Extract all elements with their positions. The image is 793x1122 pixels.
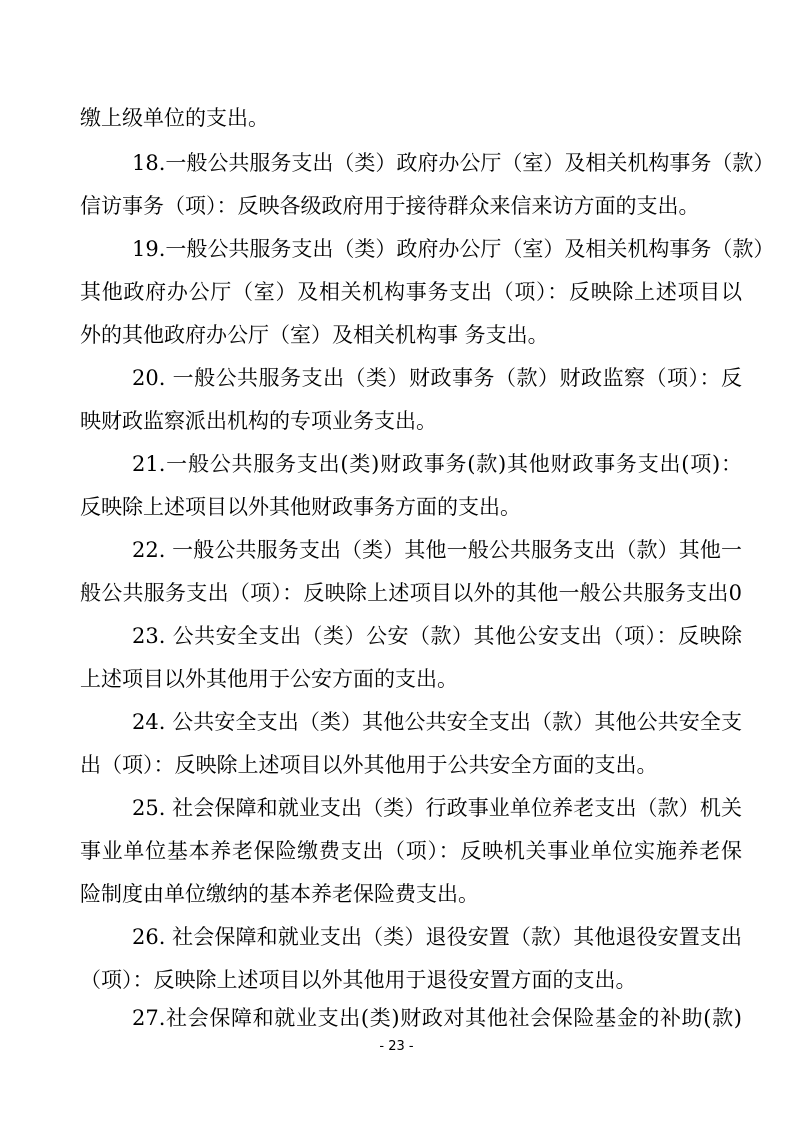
- text-line: 21.一般公共服务支出(类)财政事务(款)其他财政事务支出(项)：: [132, 452, 742, 476]
- text-line: 事业单位基本养老保险缴费支出（项）：反映机关事业单位实施养老保: [80, 839, 742, 863]
- text-line: 出（项）：反映除上述项目以外其他用于公共安全方面的支出。: [80, 753, 658, 777]
- text-line: 外的其他政府办公厅（室）及相关机构事 务支出。: [80, 323, 549, 347]
- text-line: 18.一般公共服务支出（类）政府办公厅（室）及相关机构事务（款）: [132, 151, 775, 175]
- text-line: 反映除上述项目以外其他财政事务方面的支出。: [80, 495, 521, 519]
- text-line: 24. 公共安全支出（类）其他公共安全支出（款）其他公共安全支: [132, 710, 742, 734]
- text-line: 27.社会保障和就业支出(类)财政对其他社会保险基金的补助(款): [132, 1006, 742, 1030]
- text-line: 映财政监察派出机构的专项业务支出。: [80, 409, 437, 433]
- text-line: 般公共服务支出（项）：反映除上述项目以外的其他一般公共服务支出0: [80, 581, 742, 605]
- text-line: 上述项目以外其他用于公安方面的支出。: [80, 667, 458, 691]
- text-line: 25. 社会保障和就业支出（类）行政事业单位养老支出（款）机关: [132, 796, 742, 820]
- text-line: 22. 一般公共服务支出（类）其他一般公共服务支出（款）其他一: [132, 538, 742, 562]
- text-line: 26. 社会保障和就业支出（类）退役安置（款）其他退役安置支出: [132, 925, 742, 949]
- page-number: - 23 -: [379, 1039, 414, 1054]
- text-line: 险制度由单位缴纳的基本养老保险费支出。: [80, 882, 479, 906]
- text-line: 19.一般公共服务支出（类）政府办公厅（室）及相关机构事务（款）: [132, 237, 775, 261]
- text-line: 缴上级单位的支出。: [80, 106, 269, 130]
- text-line: 20. 一般公共服务支出（类）财政事务（款）财政监察（项）：反: [132, 366, 742, 390]
- text-line: 23. 公共安全支出（类）公安（款）其他公安支出（项）：反映除: [132, 624, 742, 648]
- text-line: （项）：反映除上述项目以外其他用于退役安置方面的支出。: [80, 968, 637, 992]
- text-line: 其他政府办公厅（室）及相关机构事务支出（项）：反映除上述项目以: [80, 280, 742, 304]
- text-line: 信访事务（项）：反映各级政府用于接待群众来信来访方面的支出。: [80, 194, 700, 218]
